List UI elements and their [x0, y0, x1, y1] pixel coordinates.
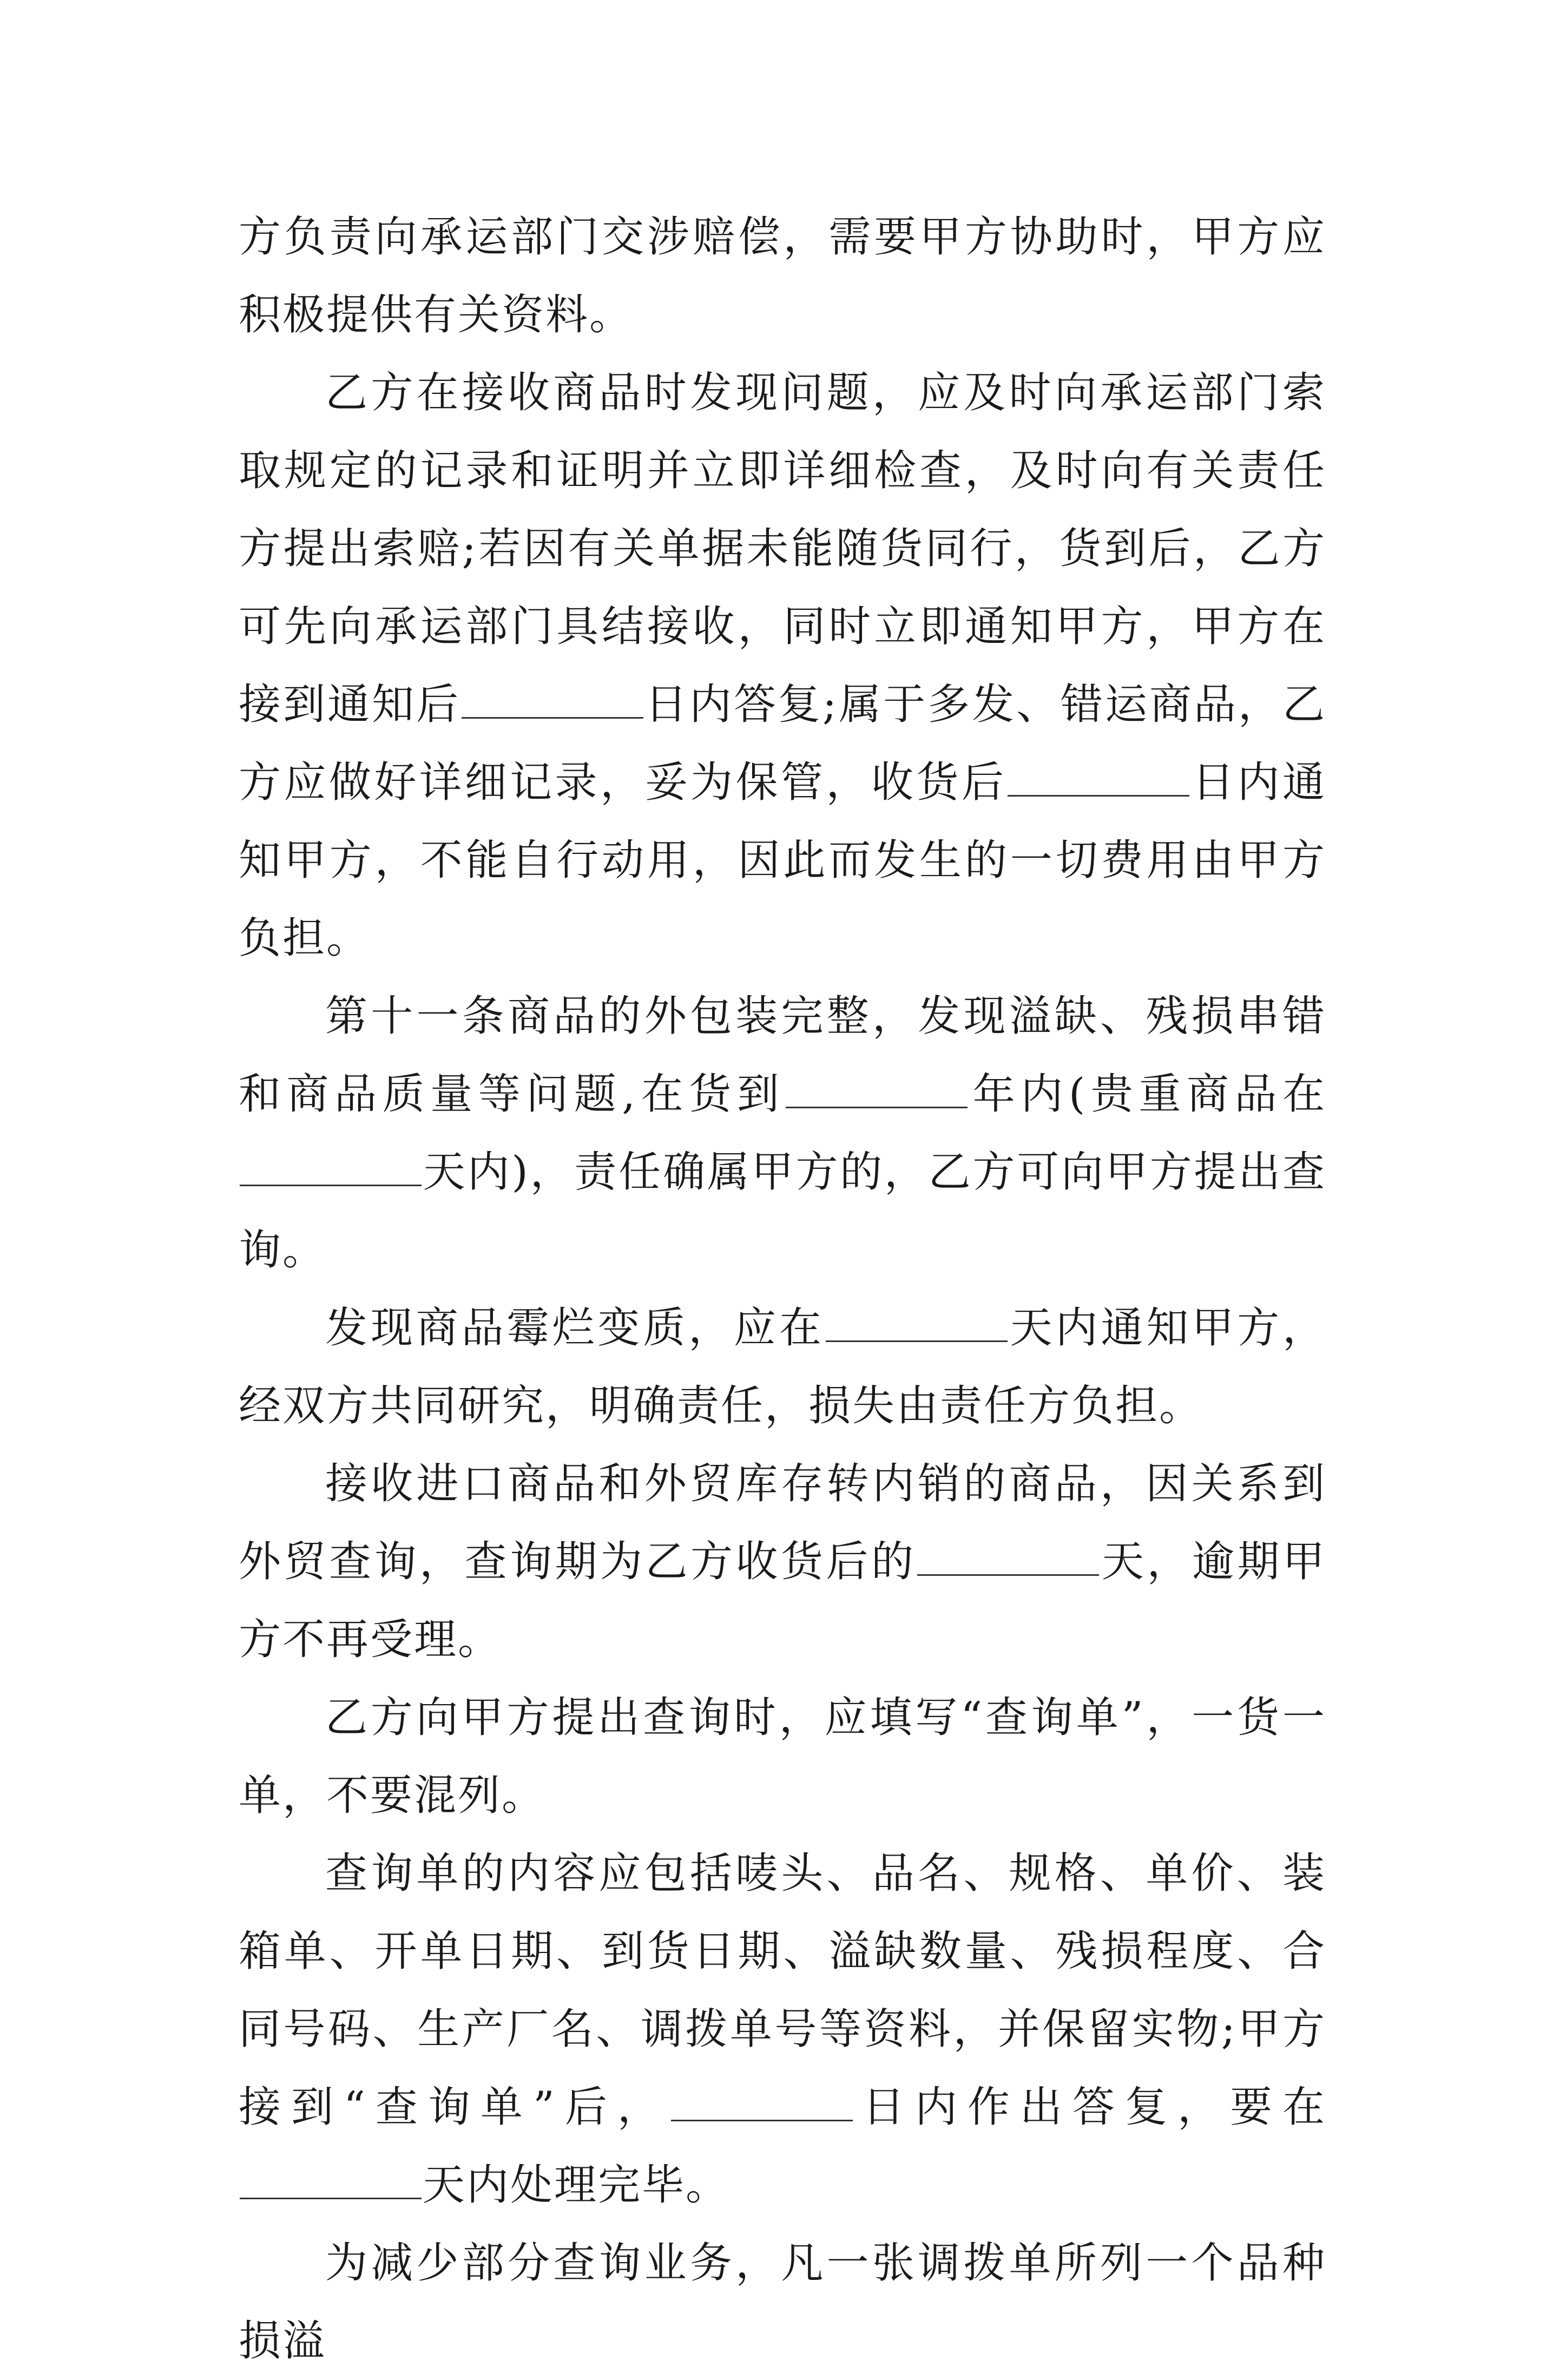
paragraph-text: 日内作出答复，要在 [853, 2083, 1326, 2132]
paragraph-text: 乙方在接收商品时发现问题，应及时向承运部门索取规定的记录和证明并立即详细检查，及时向有关责任方提出索赔;若因有关单据未能随货同行，货到后，乙方可先向承运部门具结接收，同时立即通知甲方，甲方在接到通知后 [239, 369, 1326, 729]
paragraph-text: 日内答复;属于多发、错运商品，乙方应做好详细记录，妥为保管，收货后 [239, 680, 1326, 807]
paragraph-2 [239, 354, 1326, 977]
fill-in-blank [786, 1074, 968, 1108]
paragraph-text: 第十一条商品的外包装完整，发现溢缺、残损串错和商品质量等问题,在货到 [239, 992, 1326, 1119]
paragraph-text: 方负责向承运部门交涉赔偿，需要甲方协助时，甲方应积极提供有关资料。 [239, 213, 1326, 339]
fill-in-blank [917, 1542, 1099, 1576]
paragraph-3 [239, 977, 1326, 1289]
paragraph-8 [239, 2224, 1326, 2380]
paragraph-text: 天内处理完毕。 [423, 2161, 730, 2210]
fill-in-blank [1008, 762, 1189, 797]
fill-in-blank [462, 685, 643, 719]
paragraph-text: 日内通知甲方，不能自行动用，因此而发生的一切费用由甲方负担。 [239, 758, 1326, 963]
fill-in-blank [826, 1308, 1008, 1342]
paragraph-text: 天内通知甲方，经双方共同研究，明确责任，损失由责任方负担。 [239, 1304, 1326, 1430]
paragraph-1 [239, 198, 1326, 354]
fill-in-blank [240, 2165, 422, 2199]
document-body [239, 198, 1326, 2380]
paragraph-text: 天，逾期甲方不再受理。 [239, 1537, 1326, 1664]
paragraph-text: 为减少部分查询业务，凡一张调拨单所列一个品种损溢 [239, 2239, 1326, 2365]
paragraph-7 [239, 1835, 1326, 2224]
paragraph-4 [239, 1289, 1326, 1445]
paragraph-text: 乙方向甲方提出查询时，应填写“查询单”，一货一单，不要混列。 [239, 1693, 1326, 1820]
fill-in-blank [671, 2087, 853, 2121]
paragraph-text: 接收进口商品和外贸库存转内销的商品，因关系到外贸查询，查询期为乙方收货后的 [239, 1459, 1326, 1586]
paragraph-text: 查询单的内容应包括唛头、品名、规格、单价、装箱单、开单日期、到货日期、溢缺数量、残损程度、合同号码、生产厂名、调拨单号等资料，并保留实物;甲方接到“查询单”后， [239, 1849, 1326, 2132]
paragraph-6 [239, 1679, 1326, 1835]
fill-in-blank [240, 1152, 422, 1186]
paragraph-text: 发现商品霉烂变质，应在 [325, 1304, 825, 1352]
paragraph-text: 年内(贵重商品在 [969, 1070, 1327, 1119]
paragraph-5 [239, 1445, 1326, 1679]
paragraph-text: 天内)，责任确属甲方的，乙方可向甲方提出查询。 [239, 1148, 1326, 1274]
